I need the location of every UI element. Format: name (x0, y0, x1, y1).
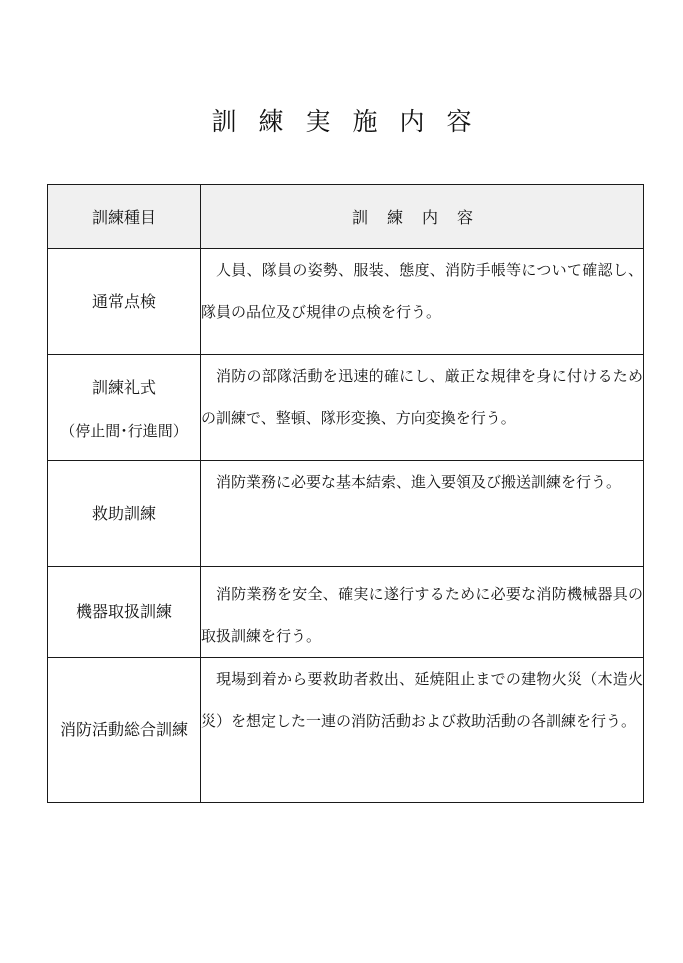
training-name-note: （停止間･行進間） (60, 421, 188, 440)
table-row (48, 567, 644, 658)
training-content: 人員、隊員の姿勢、服装、態度、消防手帳等について確認し、隊員の品位及び規律の点検を行う。 (201, 249, 644, 355)
training-name: 訓練礼式 (91, 377, 156, 397)
training-name-cell (48, 658, 201, 803)
training-name: 消防活動総合訓練 (59, 720, 188, 739)
training-content: 消防業務を安全、確実に遂行するために必要な消防機械器具の取扱訓練を行う。 (201, 567, 644, 658)
training-name: 通常点検 (91, 291, 156, 311)
column-header-type: 訓練種目 (48, 185, 201, 249)
training-name-cell (48, 567, 201, 658)
training-name-cell (48, 355, 201, 461)
table-header-row (48, 185, 644, 249)
column-header-content: 訓練内容 (201, 185, 644, 249)
table-row (48, 461, 644, 567)
training-name-cell (48, 249, 201, 355)
training-table (47, 184, 644, 803)
table-row (48, 355, 644, 461)
page-title: 訓練実施内容 (211, 107, 494, 136)
training-content: 消防業務に必要な基本結索、進入要領及び搬送訓練を行う。 (201, 461, 644, 567)
table-row (48, 658, 644, 803)
table-row (48, 249, 644, 355)
training-name: 機器取扱訓練 (75, 602, 172, 621)
training-name: 救助訓練 (91, 503, 156, 523)
training-content: 消防の部隊活動を迅速的確にし、厳正な規律を身に付けるための訓練で、整頓、隊形変換、方向変換を行う。 (201, 355, 644, 461)
training-content: 現場到着から要救助者救出、延焼阻止までの建物火災（木造火災）を想定した一連の消防活動および救助活動の各訓練を行う。 (201, 658, 644, 803)
training-name-cell (48, 461, 201, 567)
